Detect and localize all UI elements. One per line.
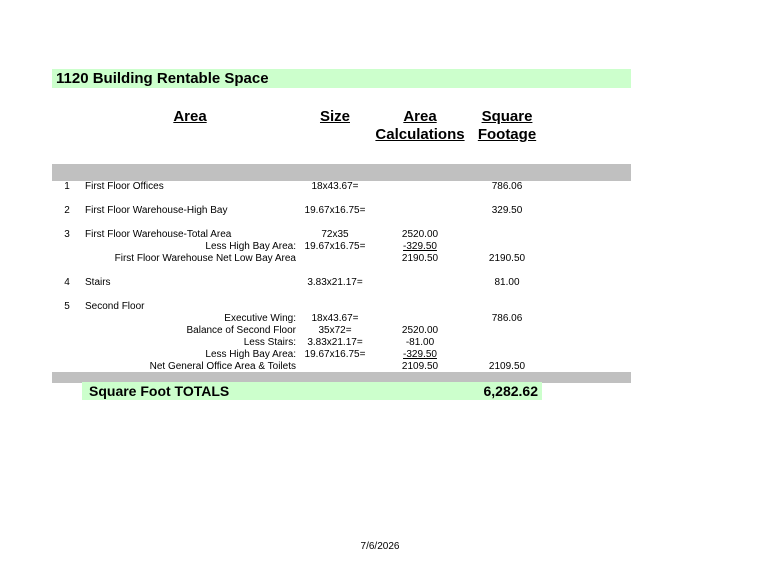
row-number: 2	[64, 205, 70, 216]
row-area: First Floor Warehouse-Total Area	[85, 229, 232, 240]
row-area: Stairs	[85, 277, 111, 288]
totals-value: 6,282.62	[483, 383, 538, 399]
row-area: First Floor Warehouse Net Low Bay Area	[114, 253, 296, 264]
row-square-footage: 2190.50	[488, 253, 526, 264]
header-calc-line2: Calculations	[375, 126, 465, 143]
header-divider-band	[52, 164, 631, 181]
row-number: 1	[64, 181, 70, 192]
row-area: Net General Office Area & Toilets	[149, 361, 296, 372]
row-area: Less High Bay Area:	[205, 241, 296, 252]
row-calculation: 2109.50	[401, 361, 439, 372]
row-square-footage: 329.50	[491, 205, 523, 216]
header-size: Size	[319, 108, 350, 125]
row-number: 4	[64, 277, 70, 288]
row-number: 5	[64, 301, 70, 312]
header-calc-line1: Area	[403, 108, 437, 125]
row-number: 3	[64, 229, 70, 240]
row-calculation: -81.00	[405, 337, 435, 348]
row-square-footage: 786.06	[491, 313, 523, 324]
row-area: Less Stairs:	[243, 337, 296, 348]
row-size: 19.67x16.75=	[304, 349, 366, 360]
row-calculation: -329.50	[403, 241, 437, 252]
page-title: 1120 Building Rentable Space	[56, 70, 269, 87]
row-size: 19.67x16.75=	[304, 241, 366, 252]
row-calculation: 2520.00	[401, 229, 439, 240]
row-size: 3.83x21.17=	[307, 337, 363, 348]
footer-date: 7/6/2026	[360, 541, 400, 552]
row-calculation: 2520.00	[401, 325, 439, 336]
row-square-footage: 2109.50	[488, 361, 526, 372]
row-calculation: -329.50	[403, 349, 437, 360]
row-size: 3.83x21.17=	[307, 277, 363, 288]
row-area: First Floor Offices	[85, 181, 164, 192]
row-calculation: 2190.50	[401, 253, 439, 264]
row-area: First Floor Warehouse-High Bay	[85, 205, 228, 216]
row-square-footage: 786.06	[491, 181, 523, 192]
row-size: 18x43.67=	[311, 313, 359, 324]
row-size: 18x43.67=	[311, 181, 359, 192]
header-area: Area	[173, 108, 207, 125]
row-size: 72x35	[321, 229, 349, 240]
row-area: Second Floor	[85, 301, 145, 312]
header-sq-line1: Square	[481, 108, 533, 125]
row-area: Less High Bay Area:	[205, 349, 296, 360]
row-size: 35x72=	[318, 325, 352, 336]
row-size: 19.67x16.75=	[304, 205, 366, 216]
totals-label: Square Foot TOTALS	[89, 383, 230, 399]
row-area: Executive Wing:	[224, 313, 296, 324]
row-square-footage: 81.00	[494, 277, 520, 288]
row-area: Balance of Second Floor	[186, 325, 296, 336]
header-sq-line2: Footage	[477, 126, 537, 143]
